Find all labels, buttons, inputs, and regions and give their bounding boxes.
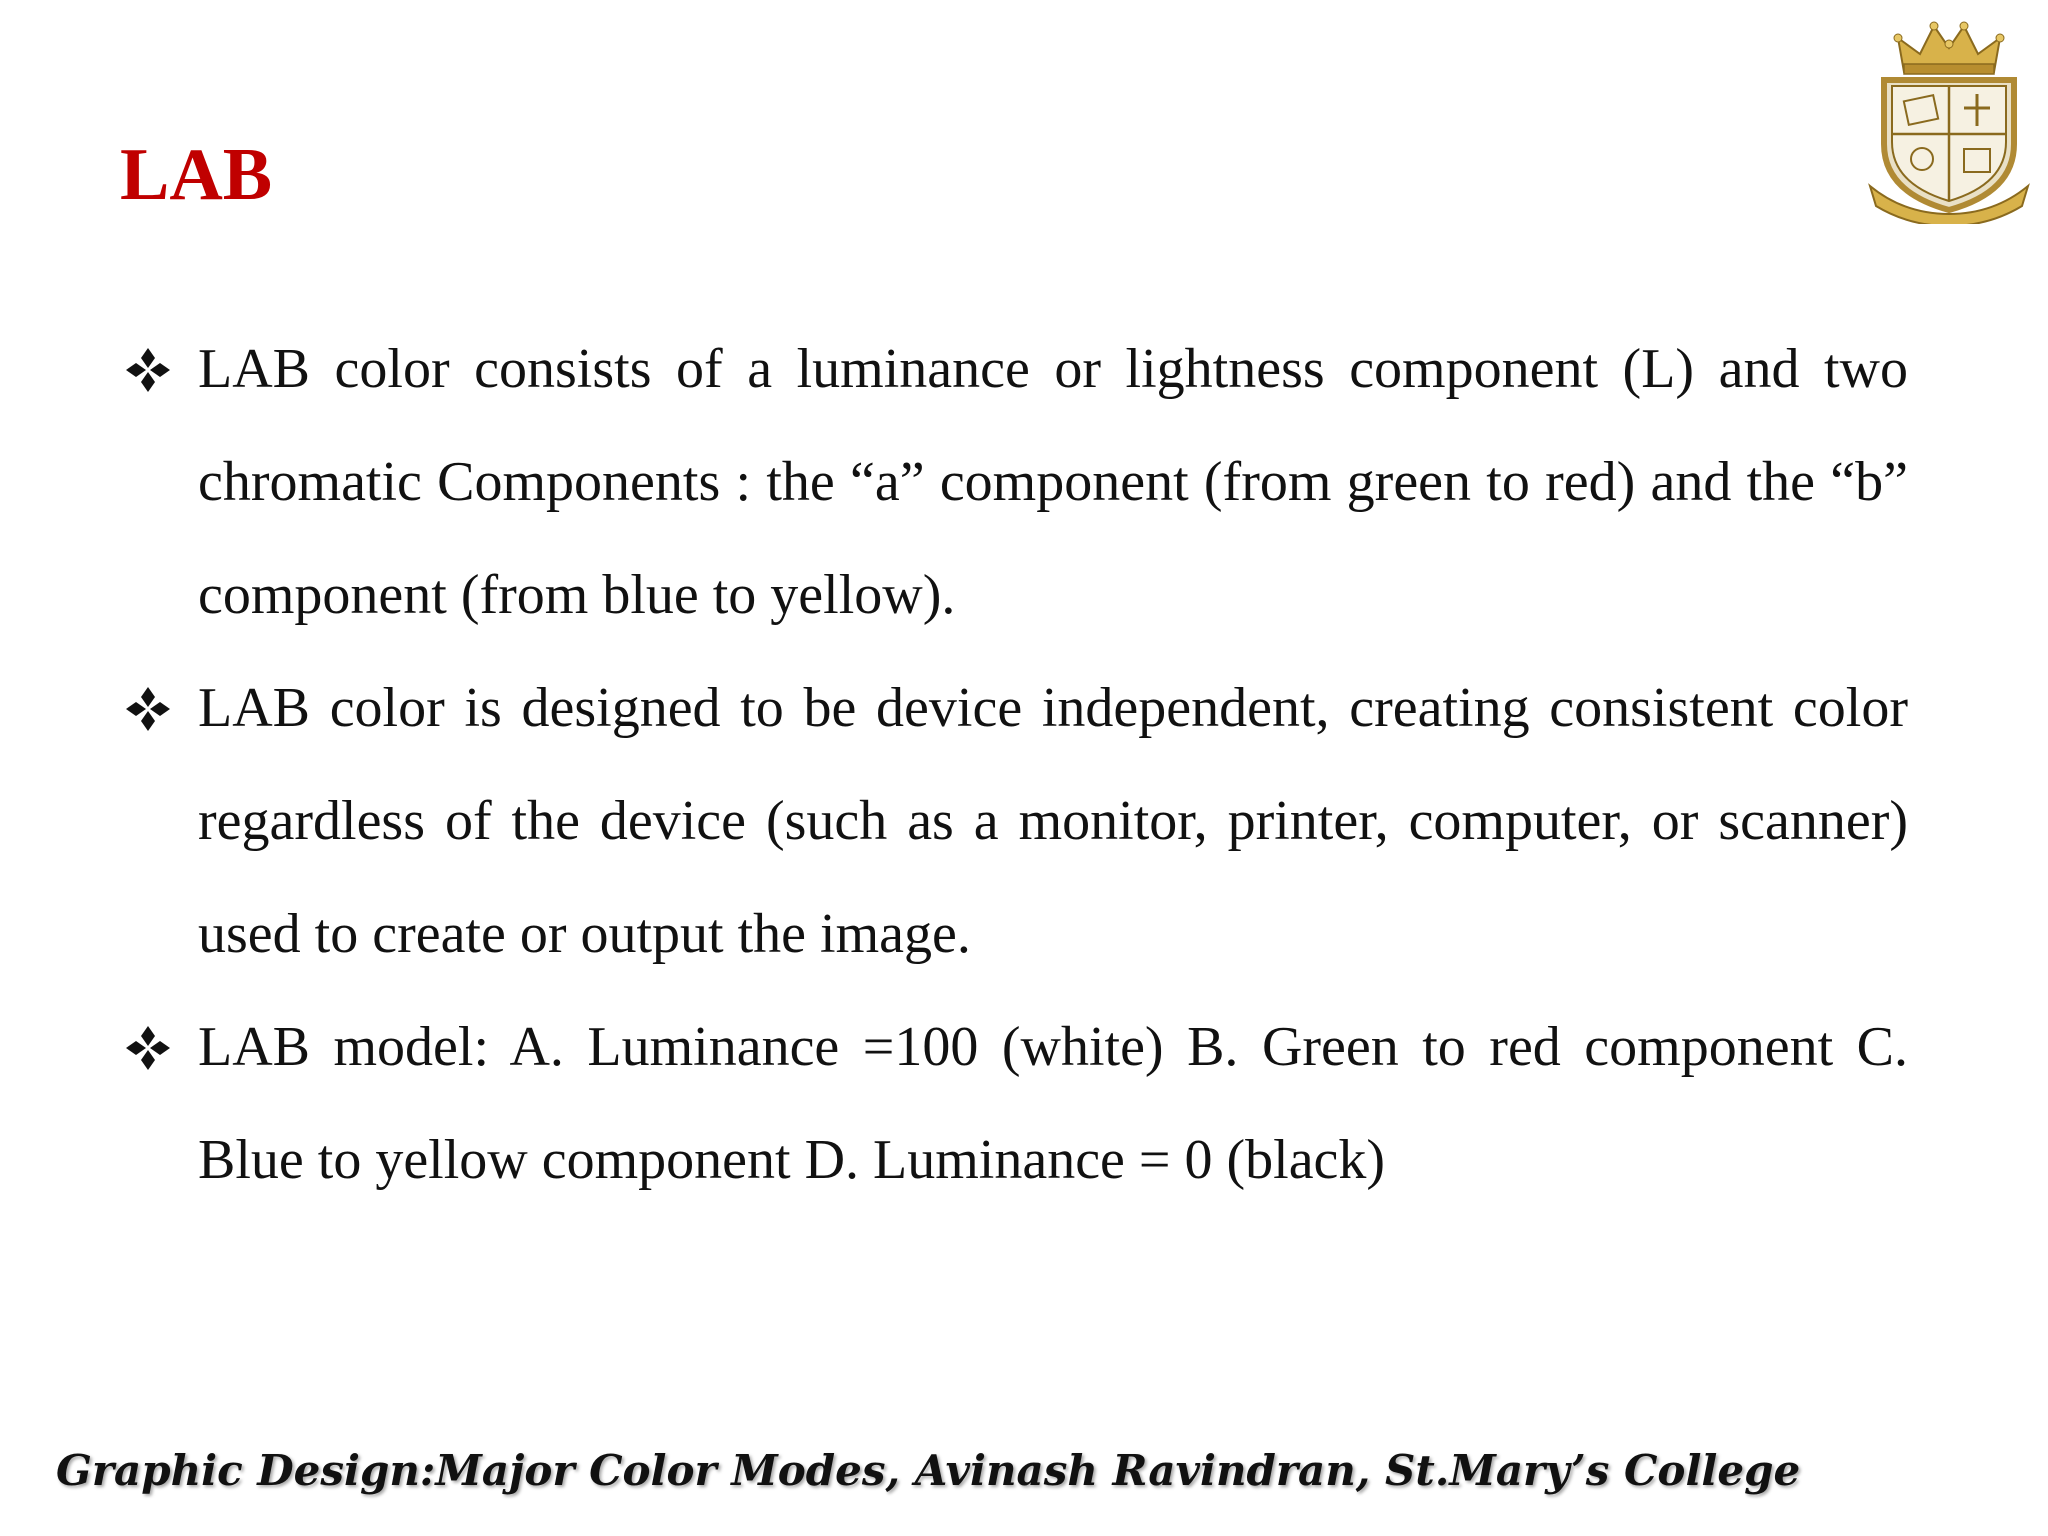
four-diamond-bullet-icon <box>124 346 172 394</box>
college-crest-icon <box>1864 14 2034 224</box>
slide-title: LAB <box>120 134 273 216</box>
bullet-text: LAB color consists of a luminance or lightness component (L) and two chromatic Components : the “a” component (from green to red) and the “b” component (from blue to yellow). <box>198 338 1908 626</box>
list-item <box>120 991 1908 1217</box>
list-item <box>120 652 1908 991</box>
bullet-text: LAB model: A. Luminance =100 (white) B. Green to red component C. Blue to yellow component D. Luminance = 0 (black) <box>198 1016 1908 1191</box>
bullet-text: LAB color is designed to be device independent, creating consistent color regardless of the device (such as a monitor, printer, computer, or scanner) used to create or output the image. <box>198 677 1908 965</box>
list-item <box>120 313 1908 652</box>
four-diamond-bullet-icon <box>124 1024 172 1072</box>
bullet-list <box>120 313 1908 1217</box>
slide-footer: Graphic Design:Major Color Modes, Avinash Ravindran, St.Mary’s College <box>56 1446 1801 1495</box>
four-diamond-bullet-icon <box>124 685 172 733</box>
